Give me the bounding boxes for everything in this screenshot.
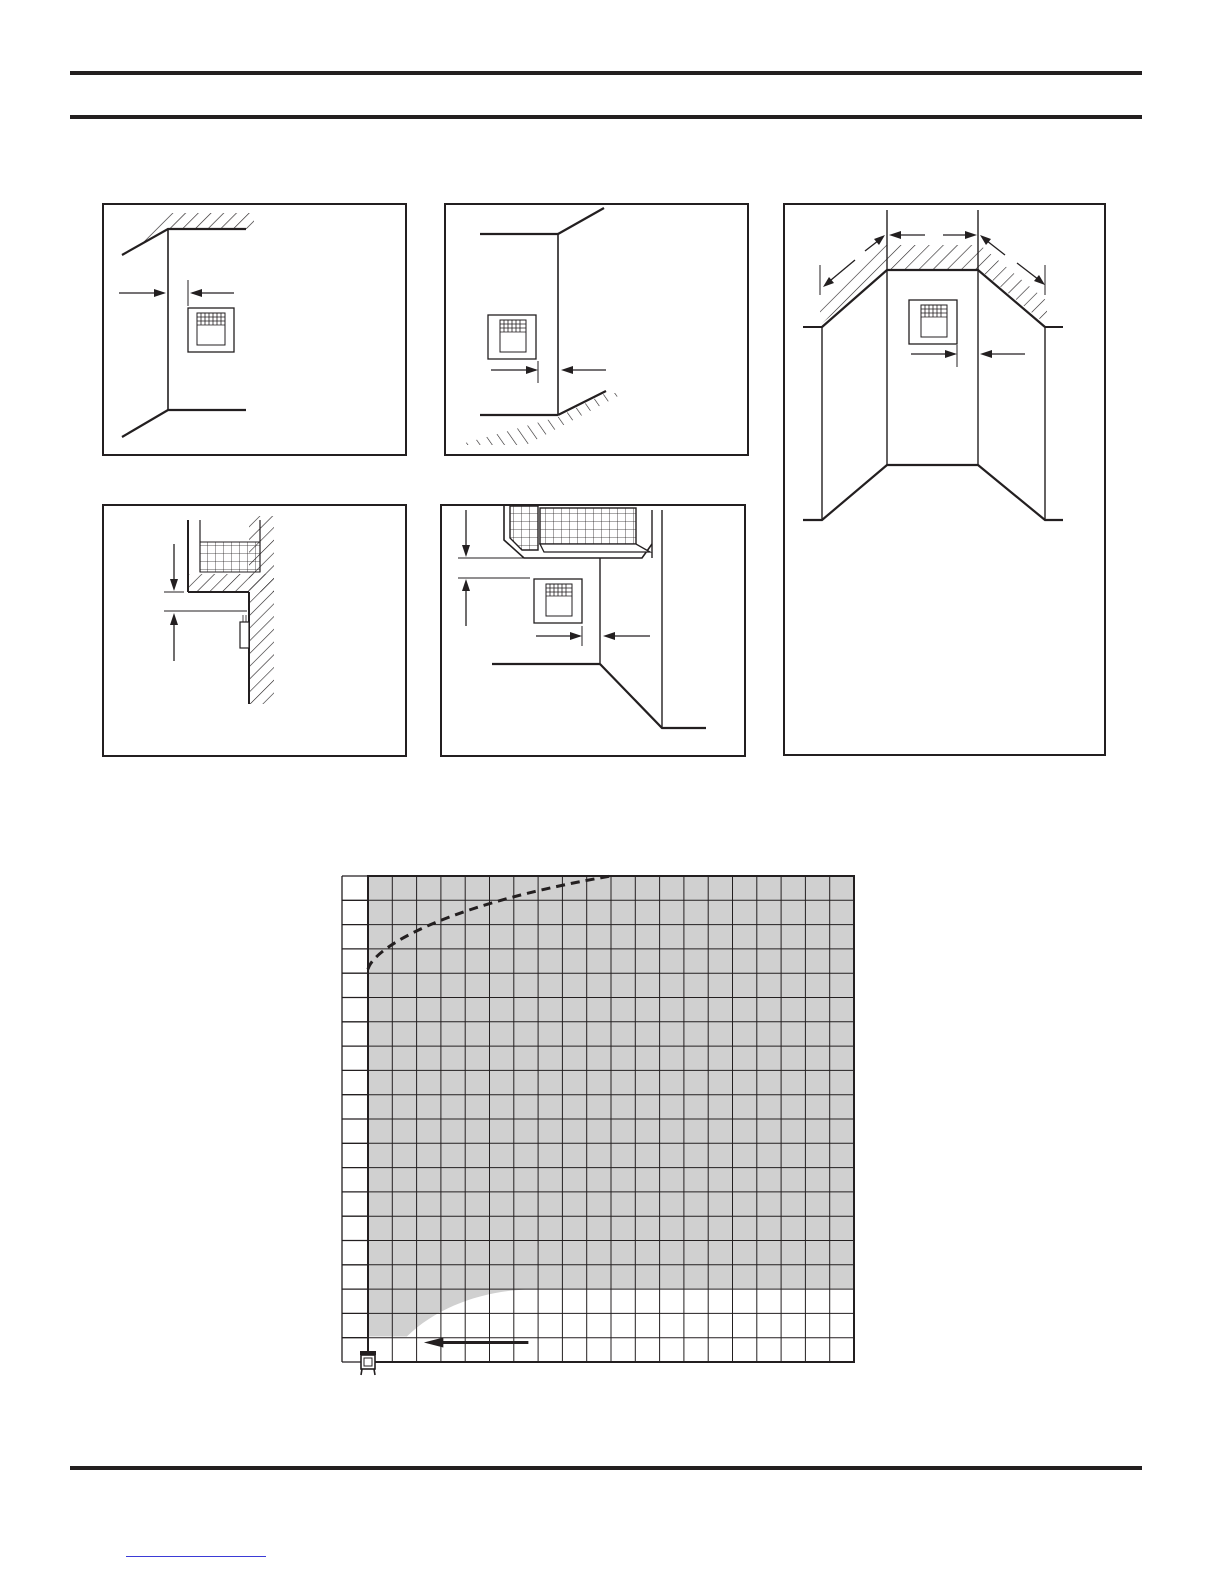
- stove-icon: [360, 1351, 376, 1375]
- heater-grille-icon: [188, 308, 234, 352]
- chart-grid: [368, 876, 854, 1362]
- heater-grille-icon: [488, 315, 536, 359]
- footer-link-underline: [126, 1556, 266, 1557]
- figure-cabinet-above-clearance: [440, 504, 746, 757]
- flat-wall-drawing: [104, 205, 405, 454]
- heater-grille-icon: [909, 300, 957, 344]
- shelf-overhang-drawing: [104, 506, 405, 755]
- figure-alcove-clearance: [783, 203, 1106, 756]
- heater-grille-icon: [534, 579, 582, 623]
- figure-flat-wall-clearance: [102, 203, 407, 456]
- clearance-chart: [330, 866, 870, 1380]
- corner-wall-drawing: [446, 205, 747, 454]
- footer-rule: [70, 1466, 1142, 1470]
- cabinet-above-drawing: [442, 506, 744, 755]
- chart-left-arrow: [424, 1338, 528, 1348]
- header-rule-bottom: [70, 115, 1142, 119]
- header-rule-top: [70, 71, 1142, 75]
- figure-shelf-overhang-clearance: [102, 504, 407, 757]
- chart-y-ticks: [342, 876, 368, 1362]
- figure-corner-wall-clearance: [444, 203, 749, 456]
- arrow-head: [424, 1338, 443, 1348]
- alcove-drawing: [785, 205, 1104, 754]
